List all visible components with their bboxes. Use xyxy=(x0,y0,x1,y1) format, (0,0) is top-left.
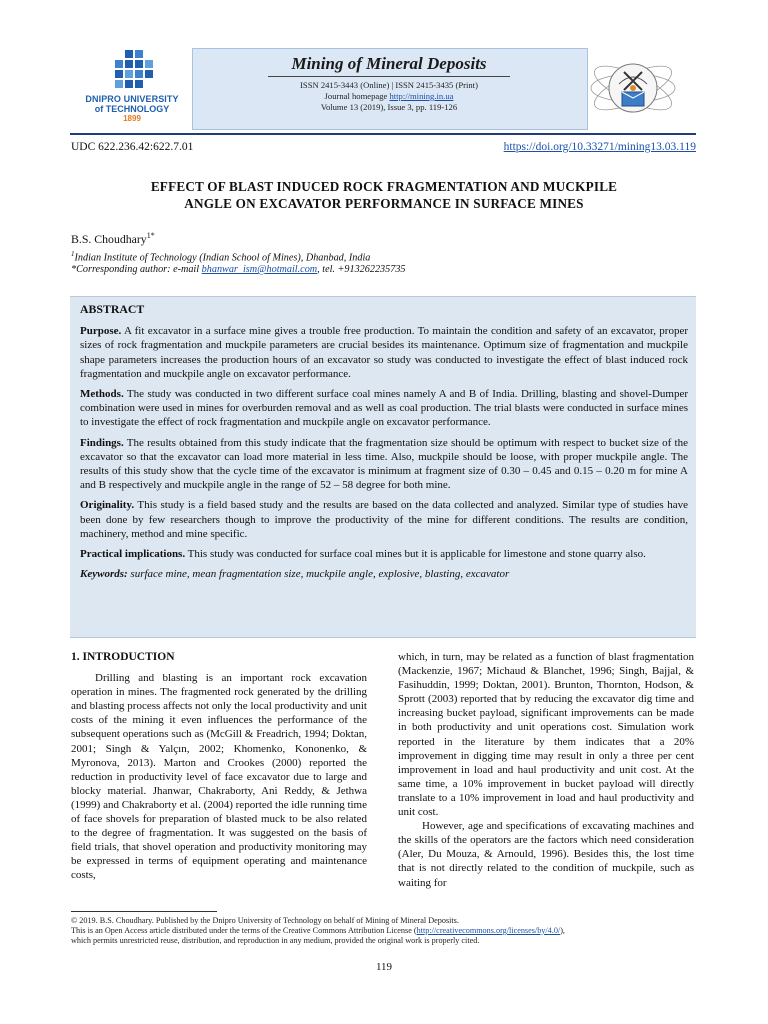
methods-label: Methods. xyxy=(80,388,124,401)
intro-paragraph-3: However, age and specifications of excavating machines and the skills of the operators are the factors which need consideration (Aler, Du Mouza, & Arnould, 1996). Besides this, the lost time that is not directly related to the condition of muckpile, such as waiting for xyxy=(398,820,694,889)
abstract-practical xyxy=(80,547,688,561)
originality-text: This study is a field based study and the results are based on the data collected and analyzed. Similar type of studies have been done by few researchers though to improve the productivity of the mine for different conditions. The results are condition, machinery, method and mine specific. xyxy=(80,499,688,540)
corr-prefix: *Corresponding author: e-mail xyxy=(71,264,202,275)
journal-title: Mining of Mineral Deposits xyxy=(291,54,487,73)
footnote-rule xyxy=(71,911,217,912)
intro-paragraph-1: Drilling and blasting is an important rock excavation operation in mines. The fragmented rock generated by the drilling and blasting process affects not only the local productivity and unit costs of the mining it even influences the performance of the subsequent operations such as (McGill & Freadrich, 1994; Doktan, 2001; Singh & Yalçın, 2002; Khomenko, Kononenko, & Myronova, 2013). Marton and Crookes (2000) reported the reduction in productivity level of face excavator due to large and blocky material. Jhanwar, Chakraborty, Ani Reddy, & Jethwa (1999) and Chakraborty et al. (2004) reported the idle running time of face shovels for preparation of blasted muck to be also related to the degree of fragmentation. It was suggested on the basis of field trials, that shovel operation and productivity monitoring may be expressed in terms of equipment operating and maintenance costs, xyxy=(71,672,367,882)
practical-label: Practical implications. xyxy=(80,548,186,561)
footer-copyright: © 2019. B.S. Choudhary. Published by the Dnipro University of Technology on behalf of Mining of Mineral Deposits. xyxy=(71,916,459,925)
abstract-heading: ABSTRACT xyxy=(80,302,145,316)
author-sup: 1* xyxy=(146,231,155,240)
affiliation-sup: 1 xyxy=(71,250,75,258)
title-line1: EFFECT OF BLAST INDUCED ROCK FRAGMENTATION AND MUCKPILE xyxy=(150,179,618,194)
affiliation-text: Indian Institute of Technology (Indian School of Mines), Dhanbad, India xyxy=(74,252,371,264)
header-rule xyxy=(70,133,696,135)
university-line2: of TECHNOLOGY xyxy=(94,104,170,114)
practical-text: This study was conducted for surface coal mines but it is applicable for limestone and stone quarry also. xyxy=(185,548,646,561)
purpose-text: A fit excavator in a surface mine gives a trouble free production. To maintain the condition and safety of an excavator, proper sizes of rock fragmentation and muckpile parameters are crucial besides its maintenance. Optimum size of fragmentation and muckpile shape parameters increases the production hours of an excavator so study was conducted to investigate the effect of blast induced rock fragmentation and muckpile angle on excavator performance. xyxy=(80,325,688,380)
journal-title-divider xyxy=(268,76,510,77)
purpose-label: Purpose. xyxy=(80,325,122,338)
body-column-left xyxy=(71,650,367,883)
keywords-label: Keywords: xyxy=(80,568,128,581)
license-prefix: This is an Open Access article distributed under the terms of the Creative Commons Attribution License ( xyxy=(71,926,417,935)
university-year: 1899 xyxy=(123,114,141,123)
corresponding-author xyxy=(71,264,406,275)
keywords-text: surface mine, mean fragmentation size, muckpile angle, explosive, blasting, excavator xyxy=(127,568,510,581)
article-title xyxy=(80,178,688,212)
journal-homepage xyxy=(192,91,586,102)
abstract-content xyxy=(80,302,688,587)
body-column-right xyxy=(398,650,694,890)
intro-paragraph-2: which, in turn, may be related as a function of blast fragmentation (Mackenzie, 1967; Michaud & Blanchet, 1996; Singh, Bajjal, & Fasihuddin, 1999; Doktan, 2001). Brunton, Thornton, Hodson, & Sprott (2003) reported that by reducing the excavator dig time and increasing bucket payload, significant improvements can be made in both productivity and unit operations cost. Simulation work reported in the literature by them indicates that a 20% improvement in digging time may result in only a three per cent improvement in load and haul productivity and unit cost. At the same time, a 10% improvement in bucket payload will directly translate to a 10% improvement in load and haul productivity and unit cost. xyxy=(398,651,694,819)
corr-email-link[interactable]: bhanwar_ism@hotmail.com xyxy=(201,264,318,275)
footer-license xyxy=(71,926,565,936)
abstract-purpose xyxy=(80,324,688,381)
homepage-link[interactable]: http://mining.in.ua xyxy=(389,91,454,101)
section-heading: 1. INTRODUCTION xyxy=(71,651,175,663)
abstract-keywords xyxy=(80,567,688,581)
license-suffix: ), xyxy=(560,926,565,935)
methods-text: The study was conducted in two different surface coal mines namely A and B of India. Drilling, blasting and shovel-Dumper combination were used in mines for overburden removal and as well as coal production. The trial blasts were conducted in surface mines to investigate the effect of rock fragmentation and muckpile angle on excavator performance. xyxy=(80,388,688,429)
journal-emblem-icon xyxy=(586,44,680,132)
originality-label: Originality. xyxy=(80,499,135,512)
affiliation xyxy=(71,250,370,263)
page-number: 119 xyxy=(375,961,393,973)
corr-suffix: , tel. +913262235735 xyxy=(317,264,406,275)
license-link[interactable]: http://creativecommons.org/licenses/by/4.0/ xyxy=(416,926,561,935)
udc-code: UDC 622.236.42:622.7.01 xyxy=(71,141,194,153)
abstract-methods xyxy=(80,387,688,430)
homepage-label: Journal homepage xyxy=(324,91,390,101)
journal-volume: Volume 13 (2019), Issue 3, pp. 119-126 xyxy=(320,102,458,112)
abstract-originality xyxy=(80,498,688,541)
university-name xyxy=(76,94,188,124)
title-line2: ANGLE ON EXCAVATOR PERFORMANCE IN SURFACE MINES xyxy=(184,196,584,211)
author-name: B.S. Choudhary xyxy=(71,231,147,246)
findings-label: Findings. xyxy=(80,436,124,449)
university-line1: DNIPRO UNIVERSITY xyxy=(85,94,179,104)
abstract-findings xyxy=(80,436,688,493)
journal-issn: ISSN 2415-3443 (Online) | ISSN 2415-3435 (Print) xyxy=(300,80,478,90)
findings-text: The results obtained from this study indicate that the fragmentation size should be optimum with respect to bucket size of the excavator so that the excavator can load more material in less time. Also, muckpile should be loose, with proper muckpile angle. The results of this study show that the cycle time of the excavator is minimum at fragment size of 0.30 – 0.45 and 0.15 – 0.20 m for mine A and B respectively and muckpile angle in the range of 52 – 58 degree for both mine. xyxy=(80,436,688,492)
doi-link[interactable] xyxy=(504,141,696,153)
doi-url[interactable]: https://doi.org/10.33271/mining13.03.119 xyxy=(503,141,696,153)
footer-permissions: which permits unrestricted reuse, distribution, and reproduction in any medium, provided the original work is properly cited. xyxy=(71,936,480,945)
author xyxy=(71,231,155,247)
